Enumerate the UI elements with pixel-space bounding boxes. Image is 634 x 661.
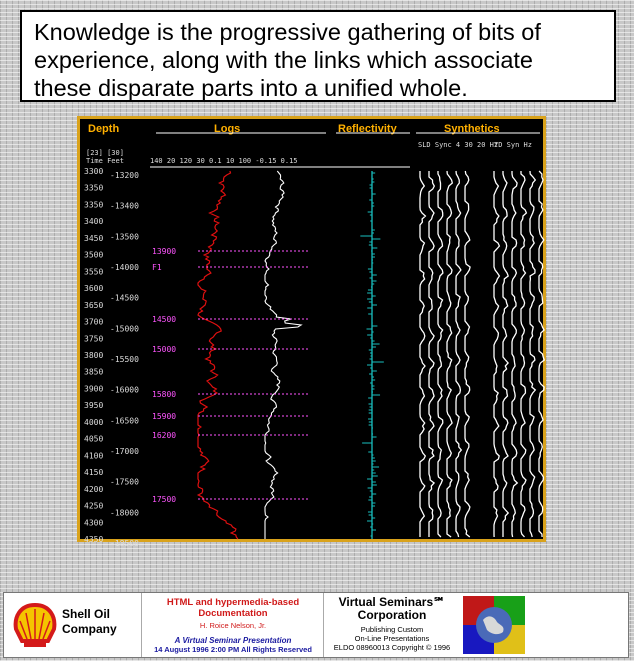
- time-tick-label: 3600: [84, 284, 104, 294]
- time-tick-label: 3350: [84, 200, 104, 210]
- header-depth: Depth: [88, 123, 120, 135]
- header-logs: Logs: [214, 123, 241, 135]
- shell-logo-icon: [10, 601, 60, 649]
- doc-author: H. Roice Nelson, Jr.: [199, 621, 267, 630]
- marker-label: 15000: [152, 345, 177, 354]
- sonic-log-curve: [265, 171, 301, 539]
- marker-label: 13900: [152, 247, 177, 256]
- time-tick-label: 3650: [84, 300, 104, 310]
- synthetic-trace: [465, 171, 470, 537]
- time-tick-label: 4250: [84, 501, 104, 511]
- time-tick-label: 3950: [84, 401, 104, 411]
- vs-line3: ELDO 08960013 Copyright © 1996: [333, 643, 451, 652]
- synthetic-trace: [456, 171, 461, 537]
- documentation-section: [141, 593, 324, 657]
- time-tick-label: 3550: [84, 267, 104, 277]
- time-tick-label: 4350: [84, 535, 104, 544]
- quote-box: [20, 10, 616, 102]
- time-tick-label: 4050: [84, 434, 104, 444]
- marker-label: 14500: [152, 315, 177, 324]
- depth-tick-label: -15500: [110, 355, 139, 364]
- time-tick-label: 3900: [84, 384, 104, 394]
- depth-tick-label: -17500: [110, 477, 139, 487]
- time-tick-label: 3850: [84, 367, 104, 377]
- time-tick-label: 3350: [84, 183, 104, 193]
- subheader-syn1: SLD Sync 4 30 20 Hz: [418, 141, 499, 149]
- synthetic-trace: [494, 171, 499, 537]
- well-log-panel: [77, 116, 546, 548]
- vs-logo: [459, 593, 529, 657]
- time-tick-label: 4150: [84, 468, 104, 478]
- time-tick-label: 3400: [84, 217, 104, 227]
- depth-tick-label: -16500: [110, 416, 139, 426]
- depth-tick-label: -14500: [110, 293, 139, 303]
- time-tick-label: 3300: [84, 167, 104, 176]
- subheader-scale: 140 20 120 30 0.1 10 100 -0.15 0.15: [150, 157, 298, 165]
- time-tick-label: 4000: [84, 417, 104, 427]
- marker-label: 15900: [152, 412, 177, 421]
- time-tick-label: 4100: [84, 451, 104, 461]
- doc-date: 14 August 1996 2:00 PM All Rights Reserved: [154, 645, 312, 654]
- doc-title: HTML and hypermedia-based Documentation: [166, 597, 300, 619]
- synthetic-trace: [521, 171, 526, 537]
- header-reflectivity: Reflectivity: [338, 123, 397, 135]
- marker-label: 17500: [152, 495, 177, 504]
- subheader-c1: [23] [30]: [86, 149, 124, 157]
- time-tick-label: 3450: [84, 233, 104, 243]
- marker-label: 16200: [152, 431, 177, 440]
- subheader-syn2: TD Syn Hz: [494, 141, 532, 149]
- vs-line1: Publishing Custom: [360, 625, 424, 634]
- marker-label: F1: [152, 263, 162, 272]
- time-tick-label: 4300: [84, 518, 104, 528]
- depth-tick-label: -16000: [110, 385, 139, 395]
- vs-line2: On-Line Presentations: [354, 634, 430, 643]
- time-tick-label: 3500: [84, 250, 104, 260]
- time-tick-label: 4200: [84, 484, 104, 494]
- depth-tick-label: -13200: [110, 171, 139, 180]
- gr-log-curve: [198, 171, 238, 539]
- depth-tick-label: -13400: [110, 201, 139, 211]
- depth-tick-label: -18500: [110, 539, 139, 548]
- header-synthetics: Synthetics: [444, 123, 500, 135]
- vs-name: Virtual Seminars℠ Corporation: [338, 595, 446, 622]
- depth-tick-label: -15000: [110, 324, 139, 334]
- subheader-c2: Time Feet: [86, 157, 124, 165]
- well-log-display: [80, 119, 543, 548]
- depth-tick-label: -18000: [110, 508, 139, 518]
- synthetic-trace: [530, 171, 535, 537]
- quote-text: Knowledge is the progressive gathering of bits of experience, along with the links which associate these disparate parts into a unified whole.: [34, 19, 541, 101]
- depth-tick-label: -17000: [110, 447, 139, 456]
- time-tick-label: 3700: [84, 317, 104, 327]
- synthetic-trace: [429, 171, 434, 537]
- synthetic-trace: [438, 171, 443, 537]
- footer-banner: [3, 592, 629, 658]
- synthetic-trace: [503, 171, 508, 537]
- shell-company-name: Shell Oil Company: [62, 607, 117, 636]
- marker-label: 15800: [152, 390, 177, 399]
- virtual-seminars-section: [323, 593, 460, 657]
- synthetic-trace: [447, 171, 452, 537]
- depth-tick-label: -14000: [110, 263, 139, 272]
- globe-logo-icon: [463, 596, 525, 654]
- depth-tick-label: -13500: [110, 232, 139, 242]
- synthetic-trace: [539, 171, 544, 537]
- time-tick-label: 3750: [84, 334, 104, 344]
- doc-subtitle: A Virtual Seminar Presentation: [174, 636, 292, 645]
- synthetic-trace: [512, 171, 517, 537]
- time-tick-label: 3800: [84, 351, 104, 360]
- shell-section: [4, 593, 141, 657]
- synthetic-trace: [420, 171, 425, 537]
